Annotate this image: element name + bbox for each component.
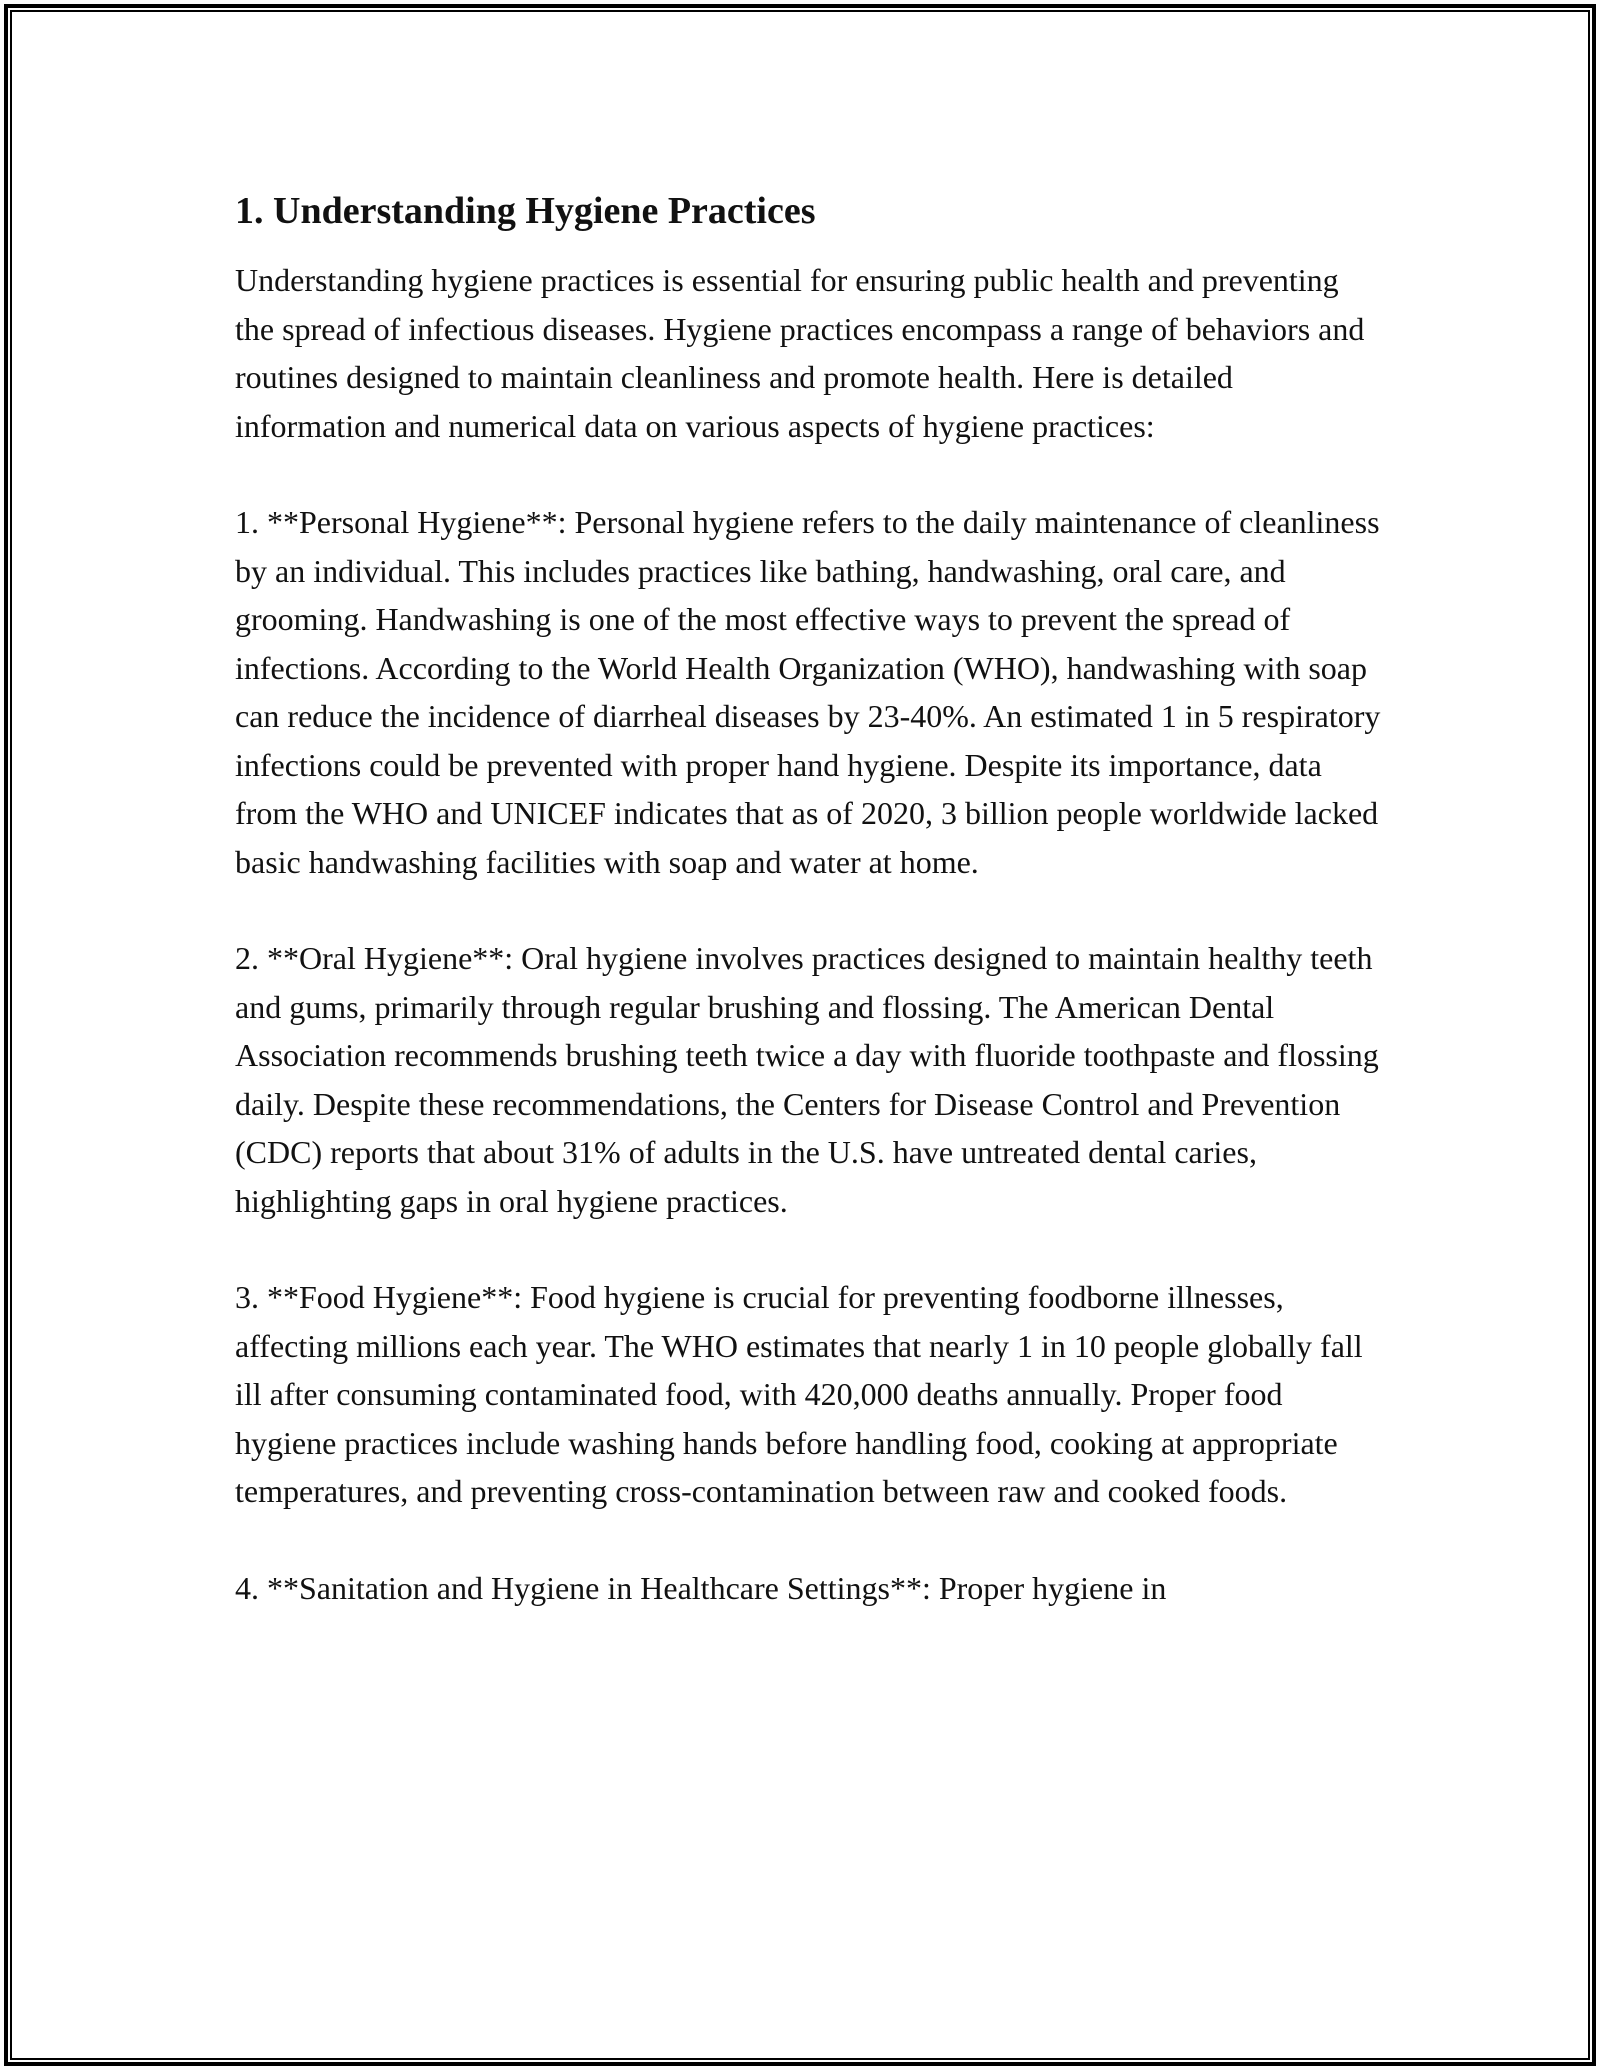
section-heading: 1. Understanding Hygiene Practices: [235, 190, 816, 232]
intro-paragraph: Understanding hygiene practices is essential for ensuring public health and preventing the spread of infectious diseases. Hygiene practices encompass a range of behaviors and routines designed to maintain cleanliness and promote health. Here is detailed information and numerical data on various aspects of hygiene practices:: [235, 262, 1365, 444]
food-hygiene-paragraph: 3. **Food Hygiene**: Food hygiene is crucial for preventing foodborne illnesses, affecting millions each year. The WHO estimates that nearly 1 in 10 people globally fall ill after consuming contaminated food, with 420,000 deaths annually. Proper food hygiene practices include washing hands before handling food, cooking at appropriate temperatures, and preventing cross-contamination between raw and cooked foods.: [235, 1279, 1363, 1509]
oral-hygiene-paragraph: 2. **Oral Hygiene**: Oral hygiene involves practices designed to maintain healthy teeth and gums, primarily through regular brushing and flossing. The American Dental Association recommends brushing teeth twice a day with fluoride toothpaste and flossing daily. Despite these recommendations, the Centers for Disease Control and Prevention (CDC) reports that about 31% of adults in the U.S. have untreated dental caries, highlighting gaps in oral hygiene practices.: [235, 940, 1379, 1219]
healthcare-hygiene-paragraph: 4. **Sanitation and Hygiene in Healthcare Settings**: Proper hygiene in: [235, 1569, 1167, 1606]
document-body: [235, 186, 1385, 1660]
personal-hygiene-paragraph: 1. **Personal Hygiene**: Personal hygiene refers to the daily maintenance of cleanliness by an individual. This includes practices like bathing, handwashing, oral care, and grooming. Handwashing is one of the most effective ways to prevent the spread of infections. According to the World Health Organization (WHO), handwashing with soap can reduce the incidence of diarrheal diseases by 23-40%. An estimated 1 in 5 respiratory infections could be prevented with proper hand hygiene. Despite its importance, data from the WHO and UNICEF indicates that as of 2020, 3 billion people worldwide lacked basic handwashing facilities with soap and water at home.: [235, 504, 1381, 880]
